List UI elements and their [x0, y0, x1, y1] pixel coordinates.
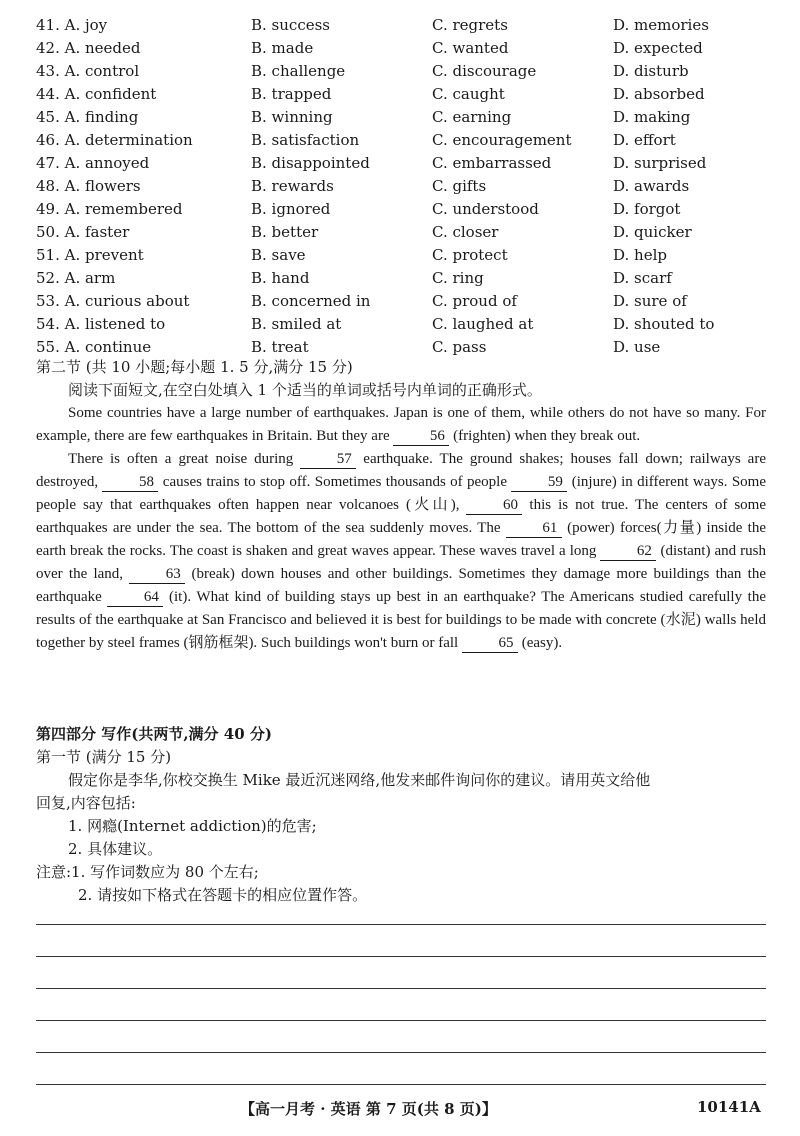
choice-row [36, 290, 776, 313]
option-d: D. expected [613, 39, 703, 57]
option-a: 52. A. arm [36, 269, 116, 287]
option-c: C. ring [432, 269, 484, 287]
footer-code: 10141A [697, 1098, 761, 1116]
writing-item-2: 2. 具体建议。 [68, 840, 163, 858]
passage-text: (frighten) when they break out. [449, 428, 641, 444]
blank-61[interactable]: 61 [506, 520, 562, 538]
option-c: C. protect [432, 246, 508, 264]
option-b: B. winning [251, 108, 333, 126]
blank-60[interactable]: 60 [466, 497, 522, 515]
option-a: 51. A. prevent [36, 246, 144, 264]
choice-row [36, 60, 776, 83]
option-b: B. smiled at [251, 315, 342, 333]
blank-58[interactable]: 58 [102, 474, 158, 492]
option-a: 54. A. listened to [36, 315, 166, 333]
option-c: C. gifts [432, 177, 487, 195]
cloze-passage [36, 402, 766, 655]
passage-text: (easy). [517, 635, 563, 651]
option-c: C. earning [432, 108, 512, 126]
answer-line[interactable] [36, 924, 766, 925]
choice-row [36, 244, 776, 267]
option-a: 49. A. remembered [36, 200, 183, 218]
option-a: 44. A. confident [36, 85, 157, 103]
part4-section1-heading: 第一节 (满分 15 分) [36, 748, 172, 766]
option-d: D. sure of [613, 292, 687, 310]
passage-paragraph-1 [36, 402, 766, 448]
option-a: 41. A. joy [36, 16, 108, 34]
passage-text: causes trains to stop off. Sometimes thousands of people [158, 474, 512, 490]
option-c: C. caught [432, 85, 505, 103]
choice-row [36, 221, 776, 244]
option-c: C. wanted [432, 39, 509, 57]
answer-lines[interactable] [36, 924, 766, 1116]
answer-line[interactable] [36, 988, 766, 989]
section2-instruction: 阅读下面短文,在空白处填入 1 个适当的单词或括号内单词的正确形式。 [68, 381, 542, 399]
choice-row [36, 83, 776, 106]
option-d: D. help [613, 246, 667, 264]
option-a: 43. A. control [36, 62, 140, 80]
option-b: B. treat [251, 338, 309, 356]
blank-56[interactable]: 56 [393, 428, 449, 446]
footer-page-info: 【高一月考 · 英语 第 7 页(共 8 页)】 [240, 1100, 497, 1118]
option-b: B. rewards [251, 177, 334, 195]
option-c: C. embarrassed [432, 154, 552, 172]
option-d: D. surprised [613, 154, 707, 172]
option-d: D. shouted to [613, 315, 715, 333]
option-a: 55. A. continue [36, 338, 152, 356]
writing-prompt-line1: 假定你是李华,你校交换生 Mike 最近沉迷网络,他发来邮件询问你的建议。请用英文给他 [68, 771, 651, 789]
passage-text: (it). What kind of building stays up best in an earthquake? The Americans studied carefully the results of the earthquake at San Francisco and believed it is best for buildings to be made with concrete (水泥) walls held together by steel frames (钢筋框架). Such buildings won't burn or fall [36, 589, 767, 651]
option-b: B. concerned in [251, 292, 371, 310]
option-c: C. regrets [432, 16, 508, 34]
option-d: D. scarf [613, 269, 672, 287]
option-b: B. trapped [251, 85, 332, 103]
section2-heading: 第二节 (共 10 小题;每小题 1. 5 分,满分 15 分) [36, 358, 353, 376]
option-b: B. disappointed [251, 154, 370, 172]
option-a: 48. A. flowers [36, 177, 141, 195]
option-a: 45. A. finding [36, 108, 139, 126]
option-c: C. understood [432, 200, 539, 218]
choice-row [36, 37, 776, 60]
part4-heading: 第四部分 写作(共两节,满分 40 分) [36, 725, 272, 743]
writing-note-2: 2. 请按如下格式在答题卡的相应位置作答。 [78, 886, 368, 904]
choice-row [36, 106, 776, 129]
writing-prompt-line2: 回复,内容包括: [36, 794, 136, 812]
choice-row [36, 175, 776, 198]
option-a: 47. A. annoyed [36, 154, 150, 172]
choice-row [36, 313, 776, 336]
writing-note-1: 注意:1. 写作词数应为 80 个左右; [36, 863, 259, 881]
option-d: D. forgot [613, 200, 681, 218]
option-c: C. encouragement [432, 131, 572, 149]
option-d: D. memories [613, 16, 709, 34]
option-b: B. success [251, 16, 330, 34]
option-c: C. closer [432, 223, 499, 241]
option-d: D. effort [613, 131, 676, 149]
passage-text: earthquake. The ground shakes; houses fall down; railways are destroyed, [36, 451, 766, 490]
passage-paragraph-2 [36, 448, 766, 655]
option-b: B. ignored [251, 200, 331, 218]
option-d: D. disturb [613, 62, 689, 80]
blank-57[interactable]: 57 [300, 451, 356, 469]
blank-59[interactable]: 59 [511, 474, 567, 492]
choice-row [36, 198, 776, 221]
passage-text: (break) down houses and other buildings. Sometimes they damage more buildings than the earthquake [36, 566, 766, 605]
passage-text: There is often a great noise during [68, 451, 301, 467]
writing-item-1: 1. 网瘾(Internet addiction)的危害; [68, 817, 317, 835]
passage-text: (distant) and rush over the land, [36, 543, 766, 582]
blank-65[interactable]: 65 [462, 635, 518, 653]
option-d: D. quicker [613, 223, 692, 241]
choice-row [36, 129, 776, 152]
writing-section [36, 723, 776, 907]
choice-row [36, 14, 776, 37]
answer-line[interactable] [36, 1052, 766, 1053]
option-b: B. save [251, 246, 306, 264]
option-b: B. made [251, 39, 314, 57]
passage-text: Some countries have a large number of earthquakes. Japan is one of them, while others do not have so many. For example, there are few earthquakes in Britain. But they are [36, 405, 766, 444]
option-d: D. absorbed [613, 85, 705, 103]
option-b: B. hand [251, 269, 310, 287]
option-d: D. use [613, 338, 661, 356]
answer-line[interactable] [36, 1020, 766, 1021]
option-a: 53. A. curious about [36, 292, 190, 310]
option-a: 50. A. faster [36, 223, 130, 241]
answer-line[interactable] [36, 956, 766, 957]
blank-63[interactable]: 63 [129, 566, 185, 584]
option-a: 46. A. determination [36, 131, 193, 149]
option-d: D. awards [613, 177, 690, 195]
choice-row [36, 267, 776, 290]
option-c: C. pass [432, 338, 487, 356]
answer-line[interactable] [36, 1084, 766, 1085]
blank-64[interactable]: 64 [107, 589, 163, 607]
option-b: B. better [251, 223, 319, 241]
blank-62[interactable]: 62 [600, 543, 656, 561]
option-c: C. laughed at [432, 315, 534, 333]
choice-row [36, 152, 776, 175]
choice-grid [36, 14, 776, 359]
passage-text: (injure) in different ways. Some people say that earthquakes often happen near volcanoes (火山), [36, 474, 766, 513]
option-b: B. challenge [251, 62, 346, 80]
option-c: C. discourage [432, 62, 537, 80]
passage-text: this is not true. The centers of some earthquakes are under the sea. The bottom of the sea suddenly moves. The [36, 497, 766, 536]
option-b: B. satisfaction [251, 131, 360, 149]
option-a: 42. A. needed [36, 39, 141, 57]
option-c: C. proud of [432, 292, 517, 310]
option-d: D. making [613, 108, 691, 126]
passage-text: (power) forces(力量) inside the earth break the rocks. The coast is shaken and great waves appear. These waves travel a long [36, 520, 766, 559]
